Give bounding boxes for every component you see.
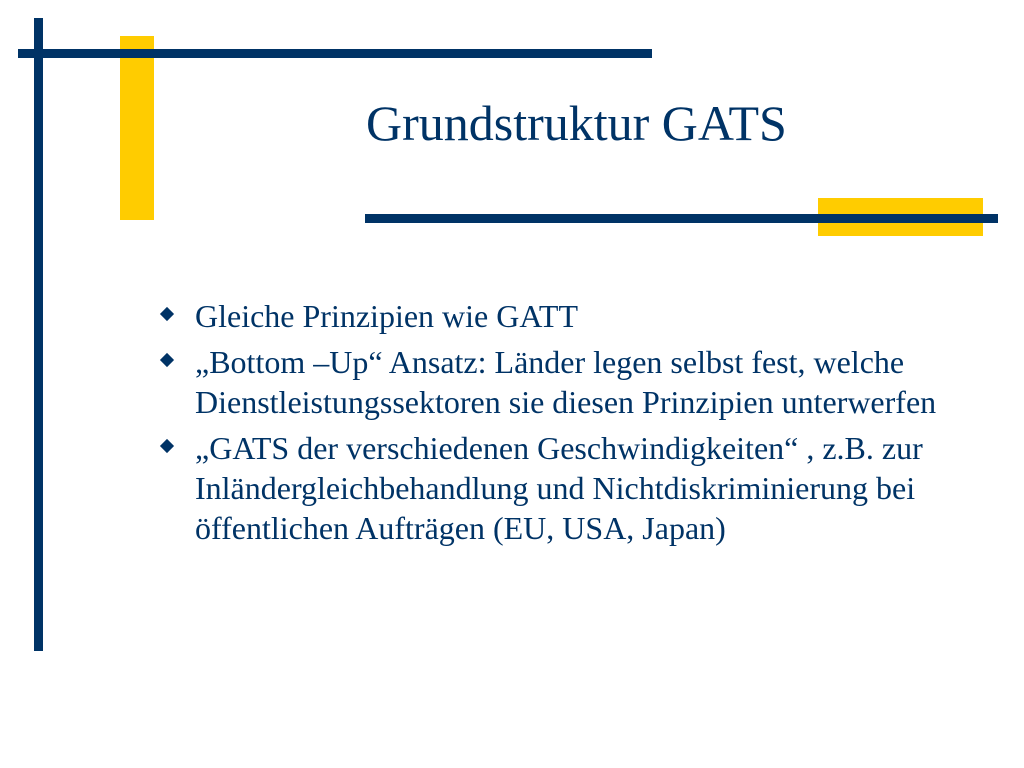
bullet-list <box>160 296 980 554</box>
bullet-item <box>160 296 980 336</box>
bullet-text: „Bottom –Up“ Ansatz: Länder legen selbst fest, welche Dienstleistungssektoren sie diesen Prinzipien unterwerfen <box>195 344 937 420</box>
diamond-bullet-icon <box>160 307 174 321</box>
slide-title: Grundstruktur GATS <box>366 95 787 151</box>
diamond-bullet-icon <box>160 353 174 367</box>
title-underline-rule <box>365 214 998 223</box>
gold-accent-block-left <box>120 36 154 220</box>
bullet-text: Gleiche Prinzipien wie GATT <box>195 298 578 334</box>
left-vertical-rule <box>34 18 43 651</box>
bullet-item <box>160 342 980 422</box>
diamond-bullet-icon <box>160 439 174 453</box>
bullet-item <box>160 428 980 548</box>
top-horizontal-rule <box>18 49 652 58</box>
bullet-text: „GATS der verschiedenen Geschwindigkeiten“ , z.B. zur Inländergleichbehandlung und Nichtdiskriminierung bei öffentlichen Aufträgen (EU, USA, Japan) <box>195 430 923 546</box>
